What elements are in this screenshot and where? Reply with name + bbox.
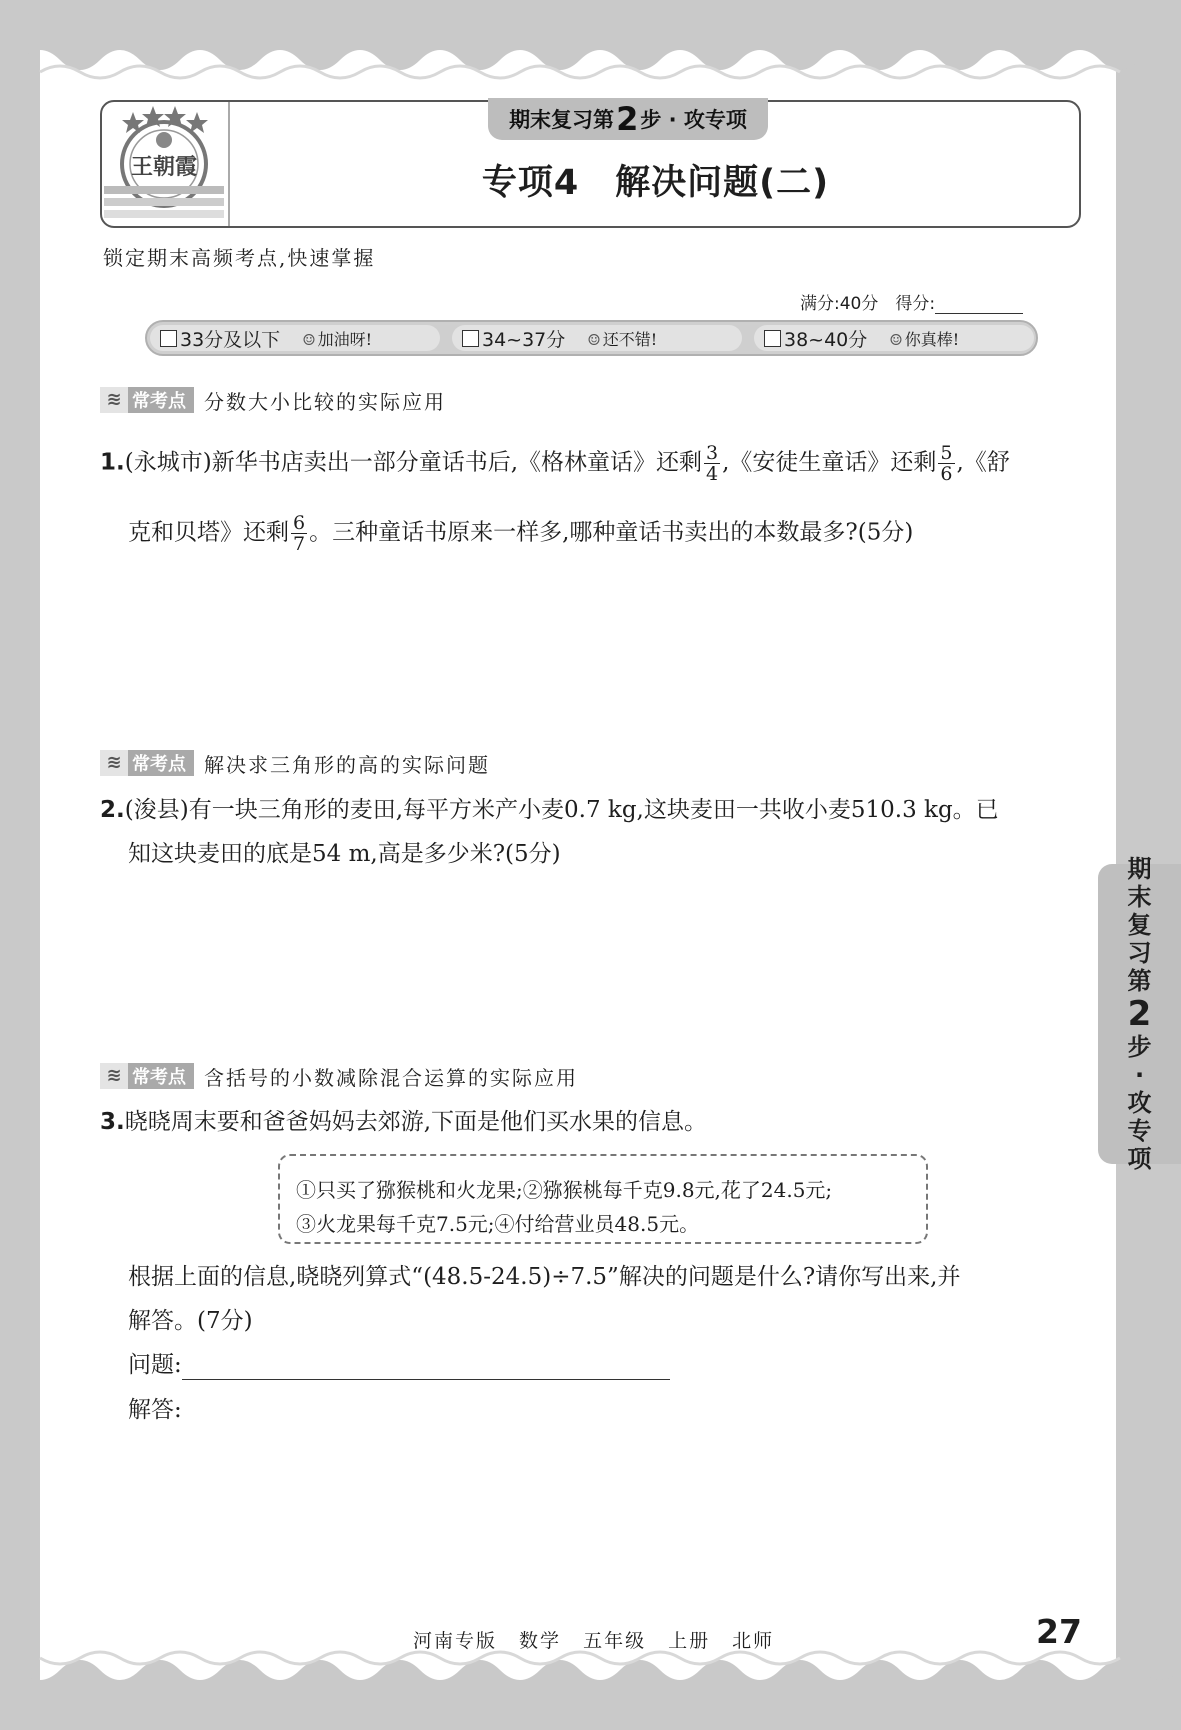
- knowledge-badge: ≋ 常考点: [100, 750, 194, 776]
- fraction-5-6: $\frac{5}{6}$: [940, 442, 953, 485]
- question-2-line-2: 知这块麦田的底是54 m,高是多少米?(5分): [128, 841, 561, 867]
- full-score-label: 满分:40分: [800, 294, 879, 314]
- question-1-line-1: 1.(永城市)新华书店卖出一部分童话书后,《格林童话》还剩 $\frac{3}{4}$ ,《安徒生童话》还剩 $\frac{5}{6}$ ,《舒: [100, 442, 1010, 485]
- brand-logo: [100, 102, 230, 226]
- smile-icon: ☺: [587, 330, 601, 349]
- info-line-2: ③火龙果每千克7.5元;④付给营业员48.5元。: [296, 1212, 700, 1236]
- question-3-line-1: 3.晓晓周末要和爸爸妈妈去郊游,下面是他们买水果的信息。: [100, 1109, 708, 1135]
- footer-book-info: 河南专版 数学 五年级 上册 北师: [413, 1630, 775, 1652]
- step-tab-number: 2: [616, 100, 639, 138]
- rating-cheer-mid: 还不错!: [602, 329, 658, 349]
- problem-row: [128, 1350, 670, 1380]
- answer-label: 解答:: [128, 1397, 182, 1423]
- score-label: 得分:: [895, 294, 936, 314]
- question-1-line-2: 克和贝塔》还剩 $\frac{6}{7}$ 。三种童话书原来一样多,哪种童话书卖出的本数最多?(5分): [128, 512, 914, 555]
- knowledge-point-topic: 含括号的小数减除混合运算的实际应用: [204, 1065, 578, 1090]
- fruit-info-box: [278, 1154, 928, 1244]
- score-input-blank[interactable]: [935, 298, 1023, 314]
- knowledge-point-topic: 解决求三角形的高的实际问题: [204, 752, 490, 777]
- page-title: 专项4 解决问题(二): [481, 163, 830, 203]
- page-subtitle: 锁定期末高频考点,快速掌握: [103, 246, 376, 270]
- rating-option-high: [754, 325, 1034, 351]
- rating-option-low: [150, 325, 440, 351]
- question-3-line-3: 解答。(7分): [128, 1308, 253, 1334]
- score-line: [800, 289, 1023, 314]
- logo-text: 王朝霞: [130, 154, 198, 180]
- side-step-number: 2: [1127, 994, 1152, 1034]
- page-number: 27: [1036, 1612, 1082, 1651]
- step-tab-suffix: 步 · 攻专项: [640, 108, 747, 132]
- side-step-tab: 期 末 复 习 第 2 步 · 攻 专 项: [1098, 864, 1181, 1164]
- rating-checkbox-low[interactable]: [160, 330, 177, 347]
- question-number: 1.: [100, 449, 125, 476]
- step-tab-prefix: 期末复习第: [509, 108, 615, 132]
- knowledge-badge: ≋ 常考点: [100, 1063, 194, 1089]
- wave-icon: ≋: [100, 750, 128, 776]
- info-line-1: ①只买了猕猴桃和火龙果;②猕猴桃每千克9.8元,花了24.5元;: [296, 1178, 833, 1202]
- rating-range-high: 38~40分: [784, 328, 868, 351]
- rating-bar: [145, 320, 1038, 356]
- wave-icon: ≋: [100, 387, 128, 413]
- rating-range-low: 33分及以下: [180, 328, 281, 351]
- smile-icon: ☺: [889, 330, 903, 349]
- wave-icon: ≋: [100, 1063, 128, 1089]
- knowledge-point-1: [100, 386, 446, 414]
- question-number: 2.: [100, 797, 125, 823]
- wavy-top-border: [0, 20, 1181, 90]
- fraction-3-4: $\frac{3}{4}$: [706, 442, 719, 485]
- knowledge-point-topic: 分数大小比较的实际应用: [204, 389, 446, 414]
- rating-checkbox-mid[interactable]: [462, 330, 479, 347]
- rating-range-mid: 34~37分: [482, 328, 566, 351]
- rating-checkbox-high[interactable]: [764, 330, 781, 347]
- rating-cheer-low: 加油呀!: [317, 329, 373, 349]
- rating-cheer-high: 你真棒!: [904, 329, 960, 349]
- knowledge-badge: ≋ 常考点: [100, 387, 194, 413]
- step-tab: [488, 98, 768, 140]
- smile-icon: ☺: [302, 330, 316, 349]
- knowledge-point-3: [100, 1062, 578, 1090]
- problem-answer-line[interactable]: [182, 1358, 670, 1380]
- problem-label: 问题:: [128, 1352, 182, 1378]
- question-2-line-1: 2.(浚县)有一块三角形的麦田,每平方米产小麦0.7 kg,这块麦田一共收小麦510.3 kg。已: [100, 797, 999, 823]
- fraction-6-7: $\frac{6}{7}$: [293, 512, 306, 555]
- knowledge-point-2: [100, 749, 490, 777]
- rating-option-mid: [452, 325, 742, 351]
- question-number: 3.: [100, 1109, 125, 1135]
- question-3-line-2: 根据上面的信息,晓晓列算式“(48.5-24.5)÷7.5”解决的问题是什么?请你写出来,并: [128, 1264, 961, 1290]
